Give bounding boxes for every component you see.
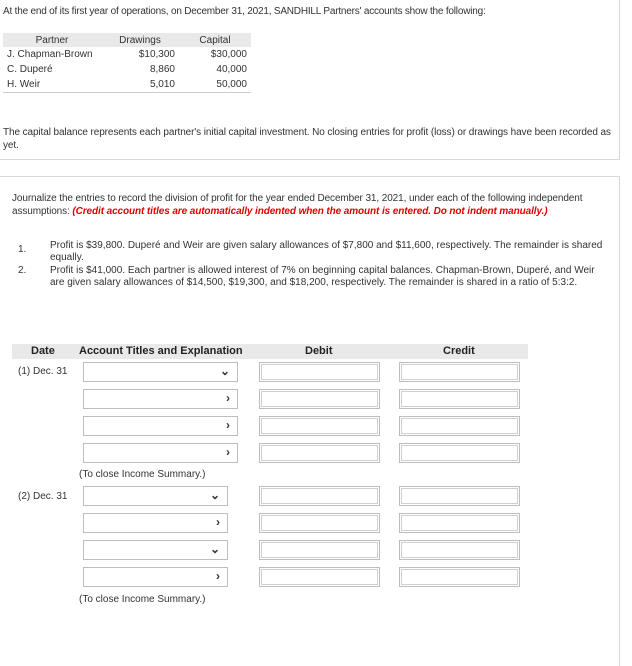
debit-amount-field[interactable] [259,513,380,533]
drawings-value: 8,860 [149,64,175,75]
debit-amount-field[interactable] [259,362,380,382]
credit-amount-field[interactable] [399,362,520,382]
credit-input[interactable] [401,445,518,461]
chevron-right-icon: › [226,418,230,432]
assumption-text: Profit is $39,800. Duperé and Weir are given salary allowances of $7,800 and $11,600, respectively. The remainder is shared equally. [50,240,603,263]
debit-input[interactable] [261,418,378,434]
account-title-select[interactable] [83,443,238,463]
credit-amount-field[interactable] [399,540,520,560]
drawings-value: $10,300 [138,49,175,60]
entry-date: (2) Dec. 31 [18,491,68,502]
credit-input[interactable] [401,542,518,558]
credit-input[interactable] [401,569,518,585]
partner-name: C. Duperé [7,64,53,75]
credit-input[interactable] [401,364,518,380]
assumption-list [18,240,604,290]
credit-input[interactable] [401,418,518,434]
account-title-select[interactable] [83,513,228,533]
partner-table [3,33,251,93]
debit-input[interactable] [261,569,378,585]
entry-date: (1) Dec. 31 [18,366,68,377]
debit-input[interactable] [261,488,378,504]
debit-amount-field[interactable] [259,443,380,463]
assumption-text: Profit is $41,000. Each partner is allowed interest of 7% on beginning capital balances. Chapman-Brown, Duperé, and Weir are given salary allowances of $14,500, $19,300, and $18,200, respectively. The remainder is shared in a ratio of 5:3:2. [50,265,595,288]
debit-amount-field[interactable] [259,567,380,587]
partner-name: J. Chapman-Brown [7,49,93,60]
credit-amount-field[interactable] [399,567,520,587]
account-title-select[interactable] [83,540,228,560]
problem-panel [0,0,620,160]
header-capital: Capital [179,33,251,47]
assumption-number: 2. [18,265,27,276]
debit-input[interactable] [261,515,378,531]
credit-column-header: Credit [443,345,475,357]
instruction-main: Journalize the entries to record the division of profit for the year ended December 31, 2021, under each of the following independent assumptions: [12,193,583,217]
debit-input[interactable] [261,445,378,461]
table-row [3,47,251,62]
debit-amount-field[interactable] [259,486,380,506]
chevron-right-icon: › [216,515,220,529]
capital-value: 40,000 [216,64,247,75]
debit-amount-field[interactable] [259,540,380,560]
drawings-value: 5,010 [101,77,179,93]
header-drawings: Drawings [101,33,179,47]
chevron-right-icon: › [226,391,230,405]
closing-explanation: (To close Income Summary.) [79,469,206,480]
capital-note: The capital balance represents each partner's initial capital investment. No closing entries for profit (loss) or drawings have been recorded as yet. [3,127,611,151]
credit-amount-field[interactable] [399,513,520,533]
account-title-select[interactable] [83,416,238,436]
debit-column-header: Debit [305,345,333,357]
chevron-down-icon: ⌄ [209,542,220,556]
debit-input[interactable] [261,542,378,558]
chevron-down-icon: ⌄ [219,364,230,378]
question-panel [0,176,620,666]
table-row [3,62,251,77]
capital-value: $30,000 [210,49,247,60]
instruction-warning: (Credit account titles are automatically indented when the amount is entered. Do not indent manually.) [72,206,548,217]
account-title-select[interactable] [83,567,228,587]
debit-amount-field[interactable] [259,389,380,409]
table-row [3,77,251,93]
debit-input[interactable] [261,391,378,407]
credit-amount-field[interactable] [399,389,520,409]
chevron-right-icon: › [216,569,220,583]
capital-value: 50,000 [179,77,251,93]
account-title-select[interactable] [83,362,238,382]
journal-header [12,344,528,359]
list-item [18,265,604,289]
credit-input[interactable] [401,488,518,504]
problem-intro: At the end of its first year of operations, on December 31, 2021, SANDHILL Partners' accounts show the following: [3,6,486,17]
chevron-right-icon: › [226,445,230,459]
instruction-text [12,192,602,218]
credit-input[interactable] [401,391,518,407]
list-item [18,240,604,264]
chevron-down-icon: ⌄ [209,488,220,502]
credit-amount-field[interactable] [399,486,520,506]
credit-amount-field[interactable] [399,416,520,436]
account-column-header: Account Titles and Explanation [79,345,243,357]
closing-explanation: (To close Income Summary.) [79,594,206,605]
header-partner: Partner [3,33,101,47]
debit-amount-field[interactable] [259,416,380,436]
debit-input[interactable] [261,364,378,380]
credit-amount-field[interactable] [399,443,520,463]
partner-name: H. Weir [3,77,101,93]
date-column-header: Date [31,345,55,357]
account-title-select[interactable] [83,389,238,409]
account-title-select[interactable] [83,486,228,506]
assumption-number: 1. [18,244,27,255]
credit-input[interactable] [401,515,518,531]
